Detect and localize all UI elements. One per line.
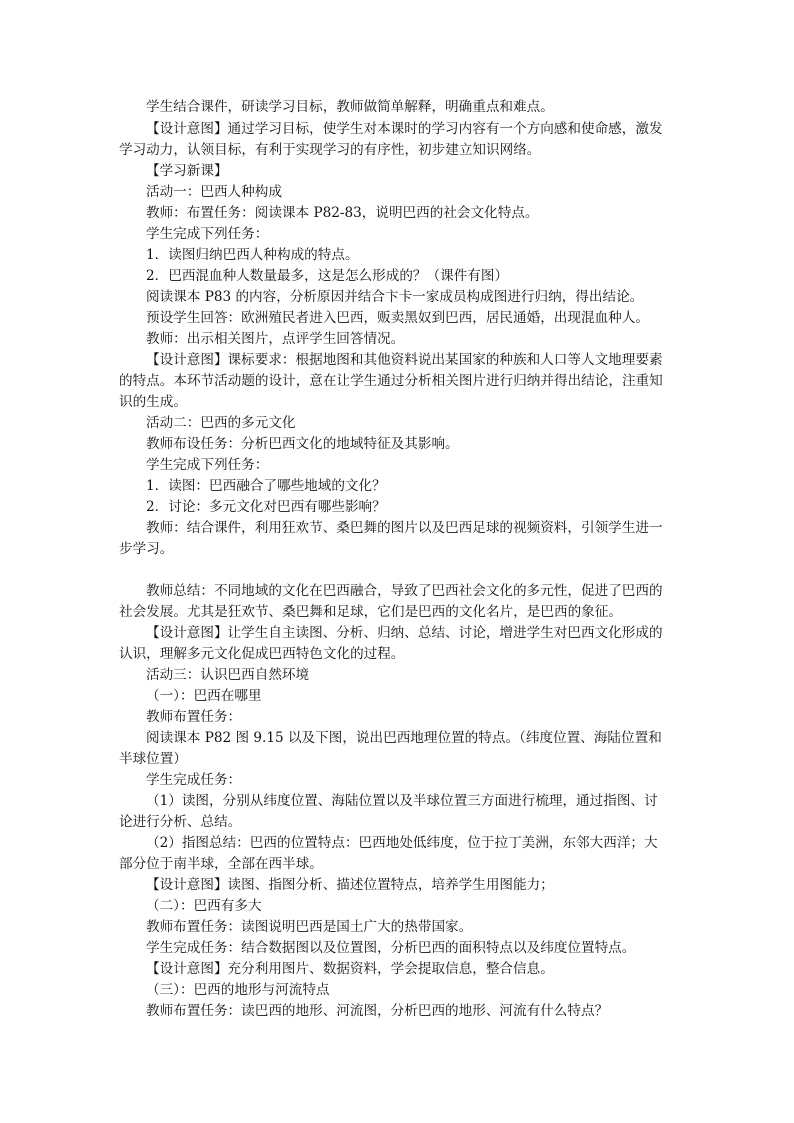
paragraph-line: 论进行分析、总结。 bbox=[119, 814, 242, 830]
subsection-heading: （二）：巴西有多大 bbox=[146, 898, 262, 914]
paragraph-line: 的特点。本环节活动题的设计，意在让学生通过分析相关图片进行归纳并得出结论，注重知 bbox=[119, 373, 663, 389]
paragraph-line: 阅读课本 P82 图 9.15 以及下图，说出巴西地理位置的特点。（纬度位置、海陆位置和 bbox=[146, 730, 662, 746]
design-intent-line: 【设计意图】充分利用图片、数据资料，学会提取信息，整合信息。 bbox=[146, 961, 554, 977]
paragraph-line: 教师布置任务： bbox=[146, 709, 242, 725]
paragraph-line: 教师布置任务：读图说明巴西是国土广大的热带国家。 bbox=[146, 919, 473, 935]
paragraph-line: 认识，理解多元文化促成巴西特色文化的过程。 bbox=[119, 646, 405, 662]
activity-heading: 活动一：巴西人种构成 bbox=[146, 184, 282, 200]
paragraph-line: 部分位于南半球，全部在西半球。 bbox=[119, 856, 323, 872]
paragraph-line: 预设学生回答：欧洲殖民者进入巴西，贩卖黑奴到巴西，居民通婚，出现混血种人。 bbox=[146, 310, 649, 326]
activity-heading: 活动三：认识巴西自然环境 bbox=[146, 667, 310, 683]
paragraph-line: 教师：结合课件，利用狂欢节、桑巴舞的图片以及巴西足球的视频资料，引领学生进一 bbox=[146, 520, 663, 536]
list-item: 2．巴西混血种人数量最多，这是怎么形成的？（课件有图） bbox=[146, 268, 509, 284]
list-item: 2．讨论：多元文化对巴西有哪些影响？ bbox=[146, 499, 386, 515]
paragraph-line: 社会发展。尤其是狂欢节、桑巴舞和足球，它们是巴西的文化名片，是巴西的象征。 bbox=[119, 604, 622, 620]
paragraph-line: 学生完成下列任务： bbox=[146, 226, 269, 242]
list-item: 1．读图：巴西融合了哪些地域的文化？ bbox=[146, 478, 386, 494]
design-intent-line: 【设计意图】读图、指图分析、描述位置特点，培养学生用图能力； bbox=[146, 877, 554, 893]
paragraph-line: 步学习。 bbox=[119, 541, 174, 557]
paragraph-line: 教师：出示相关图片，点评学生回答情况。 bbox=[146, 331, 405, 347]
paragraph-line: 教师布置任务：读巴西的地形、河流图，分析巴西的地形、河流有什么特点？ bbox=[146, 1003, 609, 1019]
list-item: （1）读图，分别从纬度位置、海陆位置以及半球位置三方面进行梳理，通过指图、讨 bbox=[146, 793, 658, 809]
list-item: 1．读图归纳巴西人种构成的特点。 bbox=[146, 247, 359, 263]
subsection-heading: （三）：巴西的地形与河流特点 bbox=[146, 982, 330, 998]
design-intent-line: 【设计意图】课标要求：根据地图和其他资料说出某国家的种族和人口等人文地理要素 bbox=[146, 352, 663, 368]
paragraph-line: 学习动力，认领目标，有利于实现学习的有序性，初步建立知识网络。 bbox=[119, 142, 541, 158]
paragraph-line: 识的生成。 bbox=[119, 394, 187, 410]
paragraph-line: 学生完成下列任务： bbox=[146, 457, 269, 473]
paragraph-line: 教师布设任务：分析巴西文化的地域特征及其影响。 bbox=[146, 436, 459, 452]
subsection-heading: （一）：巴西在哪里 bbox=[146, 688, 262, 704]
section-heading: 【学习新课】 bbox=[146, 163, 228, 179]
paragraph-line: 学生结合课件，研读学习目标，教师做简单解释，明确重点和难点。 bbox=[146, 99, 554, 115]
paragraph-line: 学生完成任务：结合数据图以及位置图，分析巴西的面积特点以及纬度位置特点。 bbox=[146, 940, 636, 956]
design-intent-line: 【设计意图】通过学习目标，使学生对本课时的学习内容有一个方向感和使命感，激发 bbox=[146, 121, 663, 137]
paragraph-line: 阅读课本 P83 的内容，分析原因并结合卞卡一家成员构成图进行归纳，得出结论。 bbox=[146, 289, 644, 305]
design-intent-line: 【设计意图】让学生自主读图、分析、归纳、总结、讨论，增进学生对巴西文化形成的 bbox=[146, 625, 663, 641]
paragraph-line: 教师：布置任务：阅读课本 P82-83，说明巴西的社会文化特点。 bbox=[146, 205, 539, 221]
activity-heading: 活动二：巴西的多元文化 bbox=[146, 415, 296, 431]
list-item: （2）指图总结：巴西的位置特点：巴西地处低纬度，位于拉丁美洲，东邻大西洋；大 bbox=[146, 835, 658, 851]
paragraph-line: 学生完成任务： bbox=[146, 772, 242, 788]
paragraph-line: 教师总结：不同地域的文化在巴西融合，导致了巴西社会文化的多元性，促进了巴西的 bbox=[146, 583, 663, 599]
paragraph-line: 半球位置） bbox=[119, 751, 187, 767]
